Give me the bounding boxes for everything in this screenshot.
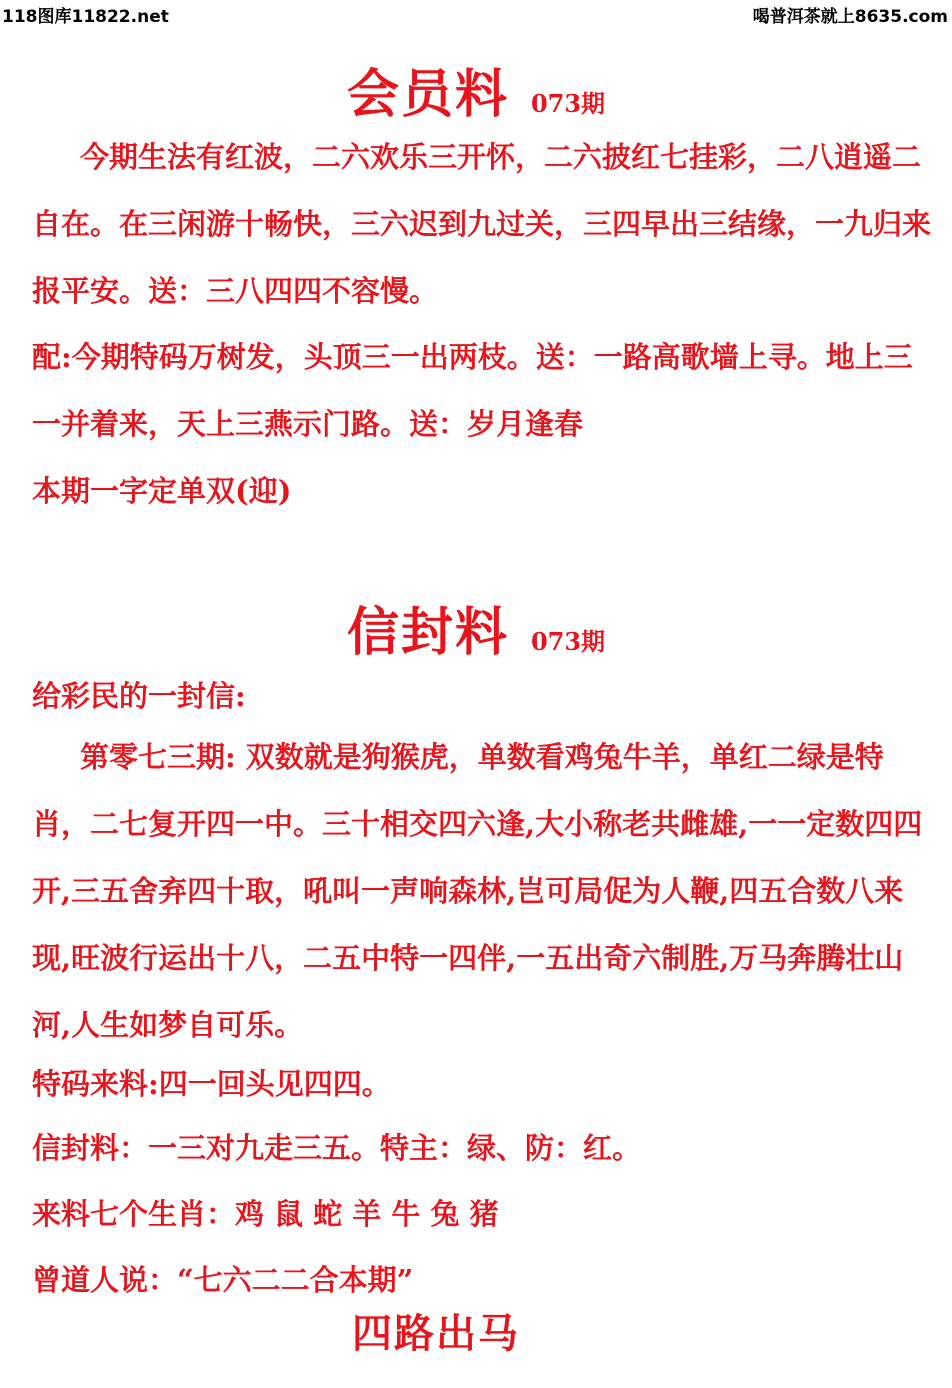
envelope-title: 信封料 xyxy=(346,602,509,663)
section-title-members xyxy=(0,52,952,127)
envelope-intro: 给彩民的一封信: xyxy=(32,679,246,713)
envelope-zengdao: 曾道人说：“七六二二合本期” xyxy=(32,1263,414,1297)
envelope-seven-zodiacs: 来料七个生肖：鸡 鼠 蛇 羊 牛 兔 猪 xyxy=(32,1197,499,1231)
section-title-envelope xyxy=(0,590,952,665)
members-poem xyxy=(32,124,932,325)
envelope-letter xyxy=(32,724,932,1059)
site-label-left: 118图库11822.net xyxy=(2,7,169,27)
members-title: 会员料 xyxy=(346,64,509,125)
site-label-right: 喝普洱茶就上8635.com xyxy=(752,7,948,27)
section-title-four-roads: 四路出马 xyxy=(352,1310,520,1357)
members-single-double: 本期一字定单双(迎) xyxy=(32,474,292,508)
members-issue: 073期 xyxy=(530,89,606,118)
envelope-letter-text: 第零七三期: 双数就是狗猴虎，单数看鸡兔牛羊，单红二绿是特肖，二七复开四一中。三十相交四六逢,大小称老共雌雄,一一定数四四开,三五舍弃四十取，吼叫一声响森林,岂可局促为人鞭,四五合数八来现,旺波行运出十八，二五中特一四伴,一五出奇六制胜,万马奔腾壮山河,人生如梦自可乐。 xyxy=(32,740,923,1042)
envelope-xinfeng: 信封料：一三对九走三五。特主：绿、防：红。 xyxy=(32,1131,642,1165)
members-pei: 配:今期特码万树发，头顶三一出两枝。送：一路高歌墙上寻。地上三一并着来，天上三燕示门路。送：岁月逢春 xyxy=(32,340,913,441)
envelope-tema: 特码来料:四一回头见四四。 xyxy=(32,1067,391,1101)
envelope-issue: 073期 xyxy=(530,627,606,656)
members-poem-text: 今期生法有红波，二六欢乐三开怀，二六披红七挂彩，二八逍遥二自在。在三闲游十畅快，三六迟到九过关，三四早出三结缘，一九归来报平安。送：三八四四不容慢。 xyxy=(32,140,932,308)
